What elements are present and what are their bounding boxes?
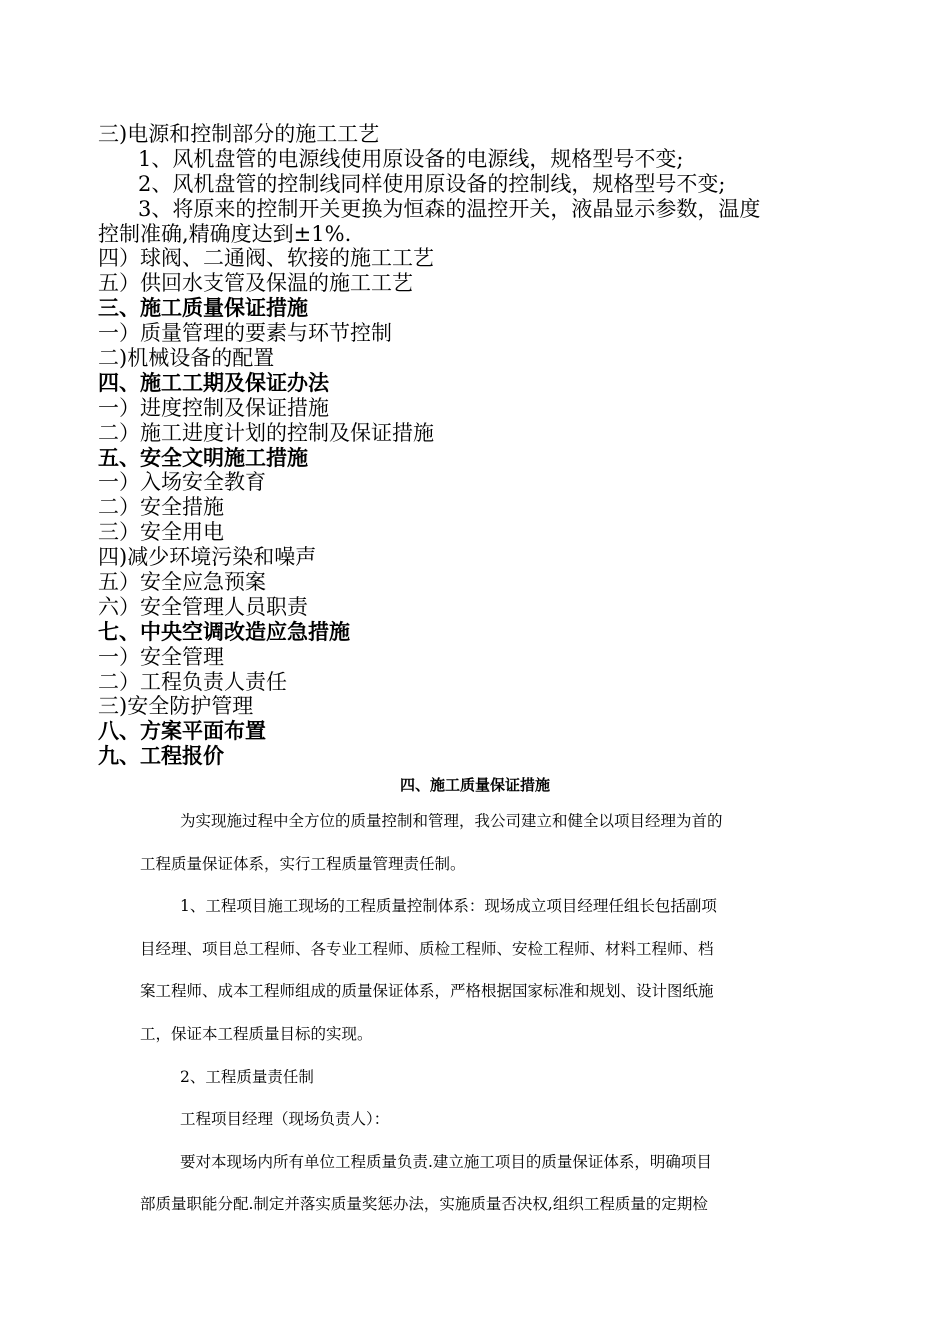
toc-item: 四)减少环境污染和噪声 [98, 545, 317, 570]
toc-item: 二）安全措施 [98, 495, 224, 520]
body-line: 要对本现场内所有单位工程质量负责.建立施工项目的质量保证体系，明确项目 [180, 1152, 712, 1171]
toc-item: 一）安全管理 [98, 644, 224, 669]
toc-heading: 七、中央空调改造应急措施 [98, 619, 350, 644]
body-line: 工程质量保证体系，实行工程质量管理责任制。 [140, 854, 466, 873]
toc-item: 1、风机盘管的电源线使用原设备的电源线，规格型号不变; [138, 146, 684, 171]
toc-heading: 九、工程报价 [98, 744, 224, 769]
toc-item: 控制准确,精确度达到±1%. [98, 221, 352, 246]
body-line: 工程项目经理（现场负责人）： [180, 1110, 390, 1129]
body-text [140, 800, 855, 1226]
toc-item: 五）供回水支管及保温的施工工艺 [98, 271, 413, 296]
body-line: 为实现施过程中全方位的质量控制和管理，我公司建立和健全以项目经理为首的 [180, 812, 723, 830]
toc-item: 一）进度控制及保证措施 [98, 395, 329, 420]
toc-item: 二）工程负责人责任 [98, 669, 287, 694]
body-line: 目经理、项目总工程师、各专业工程师、质检工程师、安检工程师、材料工程师、档 [140, 939, 714, 958]
toc-item: 三)安全防护管理 [98, 694, 254, 719]
toc-heading: 五、安全文明施工措施 [98, 445, 308, 470]
toc-item: 四）球阀、二通阀、软接的施工工艺 [98, 246, 434, 271]
body-line: 工，保证本工程质量目标的实现。 [140, 1024, 373, 1043]
toc-heading: 三、施工质量保证措施 [98, 296, 308, 321]
toc-item: 一）质量管理的要素与环节控制 [98, 321, 392, 346]
toc-item: 五）安全应急预案 [98, 570, 266, 595]
toc-heading: 八、方案平面布置 [98, 719, 266, 744]
body-line: 1、工程项目施工现场的工程质量控制体系：现场成立项目经理任组长包括副项 [180, 897, 717, 916]
toc-item: 二)机械设备的配置 [98, 346, 275, 371]
body-line: 部质量职能分配.制定并落实质量奖惩办法，实施质量否决权,组织工程质量的定期检 [140, 1195, 708, 1214]
toc-item: 二）施工进度计划的控制及保证措施 [98, 420, 434, 445]
toc-item: 一）入场安全教育 [98, 470, 266, 495]
section-title: 四、施工质量保证措施 [399, 776, 550, 794]
toc-item: 三)电源和控制部分的施工工艺 [98, 122, 380, 146]
toc-item: 3、将原来的控制开关更换为恒森的温控开关，液晶显示参数，温度 [138, 196, 761, 221]
toc-item: 六）安全管理人员职责 [98, 594, 308, 619]
body-line: 案工程师、成本工程师组成的质量保证体系，严格根据国家标准和规划、设计图纸施 [140, 982, 714, 1001]
toc-heading: 四、施工工期及保证办法 [98, 370, 329, 395]
body-line: 2、工程质量责任制 [180, 1067, 314, 1086]
table-of-contents [98, 122, 858, 769]
toc-item: 三）安全用电 [98, 520, 224, 545]
toc-item: 2、风机盘管的控制线同样使用原设备的控制线，规格型号不变; [138, 171, 726, 196]
